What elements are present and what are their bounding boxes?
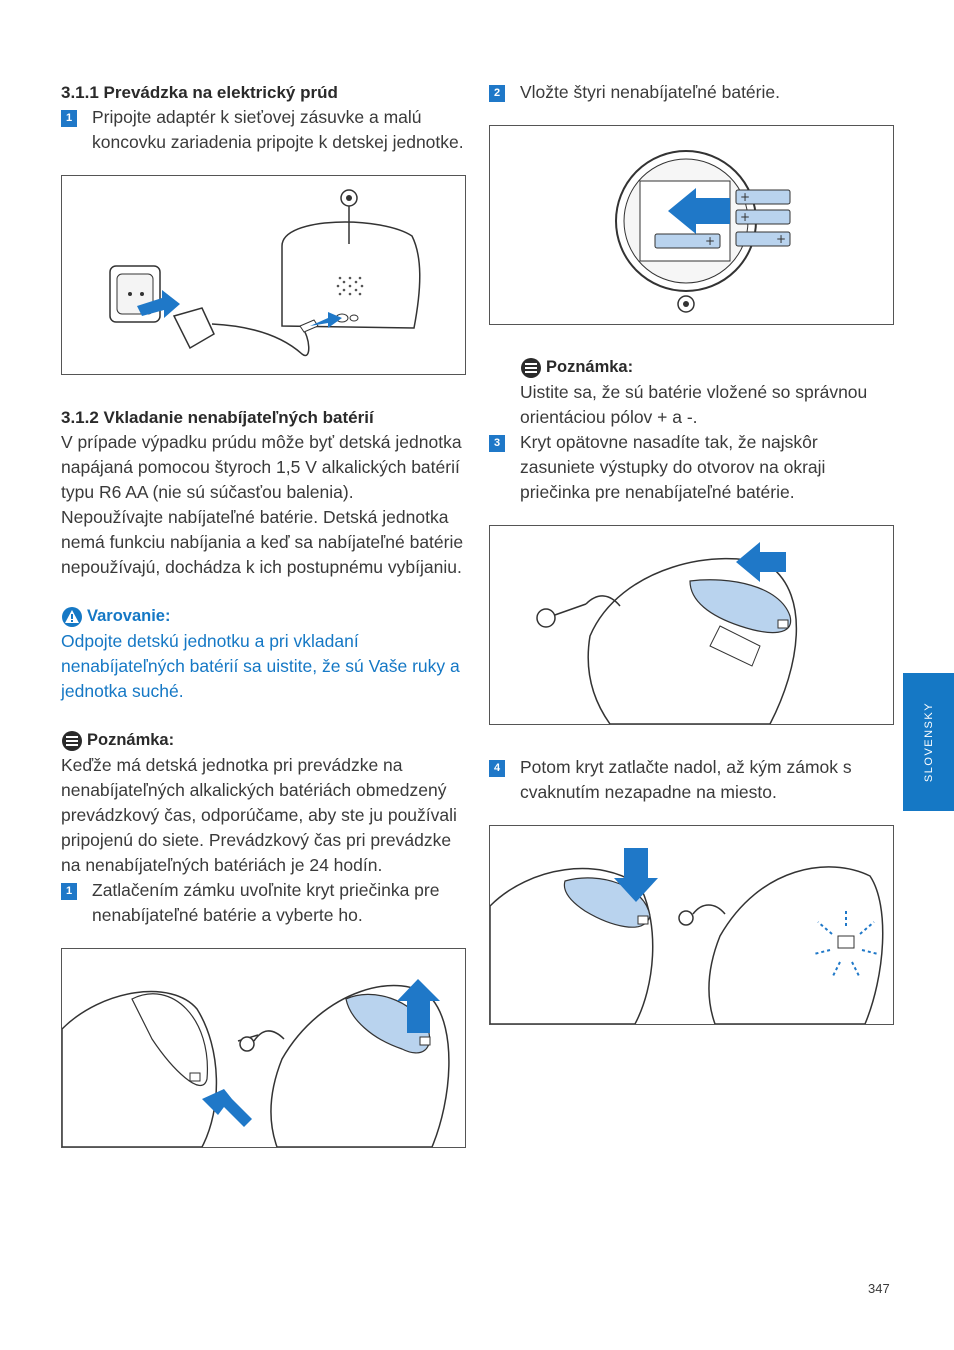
language-side-tab <box>903 673 954 811</box>
step-number: 1 <box>61 110 77 127</box>
warning-icon <box>61 606 83 628</box>
note-title: Poznámka: <box>87 731 175 749</box>
page-number: 347 <box>868 1281 890 1296</box>
warning-heading <box>61 604 467 629</box>
note-text: Uistite sa, že sú batérie vložené so správnou orientáciou pólov + a -. <box>520 382 868 427</box>
note-text: Keďže má detská jednotka pri prevádzke na nenabíjateľných alkalických batériách obmedzený prevádzkový čas, odporúčame, aby ste ju používali pripojenú do siete. Prevádzkový čas pri prevádzke na nenabíjateľných batériách je 24 hodín. <box>61 755 457 875</box>
svg-text:+: + <box>740 190 751 204</box>
warning-text: Odpojte detskú jednotku a pri vkladaní nenabíjateľných batérií sa uistite, že sú Vaše ruky a jednotka suché. <box>61 631 460 701</box>
svg-text:+: + <box>705 234 716 248</box>
step-remove-cover <box>61 878 467 928</box>
figure-remove-cover <box>61 948 466 1148</box>
remove-cover-illustration <box>62 949 465 1147</box>
figure-lock-cover <box>489 825 894 1025</box>
note-title: Poznámka: <box>546 358 634 376</box>
batteries-paragraph-2: Nepoužívajte nabíjateľné batérie. Detská jednotka nemá funkciu nabíjania a keď sa nabíjateľné batérie nepoužívajú, dochádza k ich postupnému vybíjaniu. <box>61 507 464 577</box>
reattach-cover-illustration <box>490 526 893 724</box>
battery-compartment-illustration <box>490 126 893 324</box>
figure-adapter-connection <box>61 175 466 375</box>
step-number: 2 <box>489 85 505 102</box>
step-reattach-cover <box>489 430 895 505</box>
section-title-mains-power: 3.1.1 Prevádzka na elektrický prúd <box>61 83 338 102</box>
svg-text:+: + <box>776 232 787 246</box>
section-title-batteries: 3.1.2 Vkladanie nenabíjateľných batérií <box>61 408 374 427</box>
step-number: 3 <box>489 435 505 452</box>
svg-text:+: + <box>740 210 751 224</box>
step-text: Zatlačením zámku uvoľnite kryt priečinka pre nenabíjateľné batérie a vyberte ho. <box>92 880 440 925</box>
figure-battery-compartment <box>489 125 894 325</box>
note-heading <box>489 355 895 380</box>
step-text: Potom kryt zatlačte nadol, až kým zámok s cvaknutím nezapadne na miesto. <box>520 757 852 802</box>
side-tab-label: SLOVENSKY <box>922 701 935 783</box>
lock-cover-illustration <box>490 826 893 1024</box>
step-text: Vložte štyri nenabíjateľné batérie. <box>520 82 780 102</box>
step-number: 4 <box>489 760 505 777</box>
step-text: Kryt opätovne nasadíte tak, že najskôr zasuniete výstupky do otvorov na okraji priečinka pre nenabíjateľné batérie. <box>520 432 826 502</box>
note-icon <box>520 357 542 379</box>
note-icon <box>61 730 83 752</box>
step-lock-cover <box>489 755 895 805</box>
left-column <box>61 80 467 1148</box>
figure-reattach-cover <box>489 525 894 725</box>
batteries-paragraph-1: V prípade výpadku prúdu môže byť detská jednotka napájaná pomocou štyroch 1,5 V alkalických batérií typu R6 AA (nie sú súčasťou balenia). <box>61 432 462 502</box>
step-text: Pripojte adaptér k sieťovej zásuvke a malú koncovku zariadenia pripojte k detskej jednotke. <box>92 107 464 152</box>
adapter-illustration <box>62 176 465 374</box>
right-column <box>489 80 895 1025</box>
warning-title: Varovanie: <box>87 607 171 625</box>
step-number: 1 <box>61 883 77 900</box>
step-connect-adapter <box>61 105 467 155</box>
note-heading <box>61 728 467 753</box>
step-insert-batteries <box>489 80 895 105</box>
